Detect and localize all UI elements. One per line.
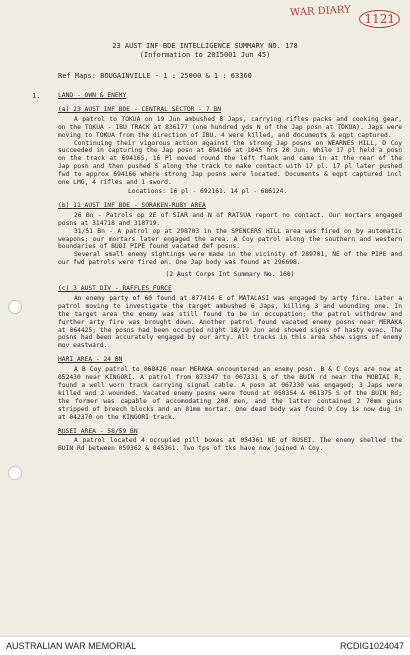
paragraph: A patrol located 4 occupied pill boxes at 054361 NE of RUSEI. The enemy shelled the BUIN Rd between 059362 & 045361. Two tps of tks have now joined A Coy. bbox=[58, 437, 402, 453]
paragraph: An enemy party of 60 found at 077414 E of MATALASI was engaged by arty fire. Later a patrol moving to investigate the target ambushed 6 Japs, killing 3 and wounding one. In the target area the enemy was still found to be in occupation; the patrol withdrew and further arty fire was brought down. Another patrol found vacated enemy posns near MERAKA at 064425; the posns had been occupied night 18/19 Jun and showed signs of hasty evac. The posns had been accurately engaged by our arty. All tracks in this area show signs of enemy mov eastward. bbox=[58, 294, 402, 350]
punch-hole bbox=[8, 466, 22, 480]
paragraph: 31/51 Bn - A patrol op at 298703 in the SPENCERS HILL area was fired on by automatic weapons; our mortars later engaged the area. A Coy patrol along the southern and western boundaries of BUOI PIPE found vacated def posns. bbox=[58, 227, 402, 251]
paragraph: Continuing their vigorous action against the strong Jap posns on WEARNES HILL, D Coy succeeded in capturing the Jap posn at 694166 at 1045 hrs 20 Jun. While 17 pl held a posn on the track at 694165, 16 Pl moved round the left flank and came in at the rear of the Jap posn and then pushed S along the track to make contact with 17 pl. 17 pl later pushed fwd to approx 694166 where strong Jap posns were located. Documents & eqpt captured incl one LMG, 4 rifles and 1 sword. bbox=[58, 139, 402, 187]
summary-title: 23 AUST INF BDE INTELLIGENCE SUMMARY NO. 178 bbox=[112, 42, 298, 50]
archive-name: AUSTRALIAN WAR MEMORIAL bbox=[6, 641, 137, 651]
sub-a-title: (a) 23 AUST INF BDE - CENTRAL SECTOR - 7 BN bbox=[58, 105, 222, 113]
punch-hole bbox=[8, 300, 22, 314]
ref-maps: Ref Maps: BOUGAINVILLE - 1 : 25000 & 1 : 63360 bbox=[58, 72, 252, 80]
reference-line: (2 Aust Corps Int Summary No. 160) bbox=[165, 271, 295, 279]
sub-c-title: (c) 3 AUST DIV - RAFFLES FORCE bbox=[58, 285, 172, 293]
locations-line: Locations: 16 pl - 692161. 14 pl - 686124. bbox=[128, 187, 288, 195]
stamp-text: WAR DIARY bbox=[289, 4, 351, 19]
paragraph: 26 Bn - Patrols op 2E of SIAR and N of RATSUA report no contact. Our mortars engaged posns at 314718 and 318719. bbox=[58, 211, 402, 227]
stamp-number: 1121 bbox=[359, 10, 400, 28]
section-number: 1. bbox=[32, 92, 41, 100]
archive-id: RCDIG1024047 bbox=[339, 641, 404, 651]
hari-area-title: HARI AREA - 24 BN bbox=[58, 356, 123, 364]
section-title: LAND - OWN & ENEMY bbox=[58, 92, 127, 99]
paragraph: A B Coy patrol to 068426 near MERAKA encountered an enemy posn. B & C Coys are now at 052430 near KINGORI. A patrol from 073347 to 067331 S of the BUIN rd near the MOBIAI R, found a well worn track carrying signal cable. A posn at 067330 was engaged; 3 Japs were killed and 2 wounded. Vacated enemy posns were found at 058354 & 061375 S of the BUIN Rd; the former was capable of accomodating 200 men, and the latter contained 2 70mm guns stripped of breech blocks and an 81mm mortar. One dead body was found D Coy is now dug in at 042370 on the KINGORI track. bbox=[58, 366, 402, 421]
paragraph: A patrol to TOKUA on 19 Jun ambushed 8 Japs, carrying rifles packs and cooking gear, on the TOKUA - IBU TRACK at 836177 (one hundred yds N of the Jap posn at TOKUA). Japs were moving to TOKUA from the direction of IBU. 4 were killed, and documents & eqpt captured. bbox=[58, 115, 402, 139]
summary-subtitle: (Information to 2015001 Jun 45) bbox=[139, 51, 271, 59]
archive-footer bbox=[0, 636, 410, 655]
summary-body bbox=[58, 92, 402, 453]
paragraph: Several small enemy sightings were made in the vicinity of 289701, NE of the PIPE and our fwd patrols were fired on. One Jap body was found at 296698. bbox=[58, 251, 402, 267]
war-diary-stamp bbox=[290, 4, 402, 34]
sub-b-title: (b) 11 AUST INF BDE - SORAKEN-RUBY AREA bbox=[58, 201, 206, 209]
rusei-area-title: RUSEI AREA - 58/59 BN bbox=[58, 427, 138, 435]
